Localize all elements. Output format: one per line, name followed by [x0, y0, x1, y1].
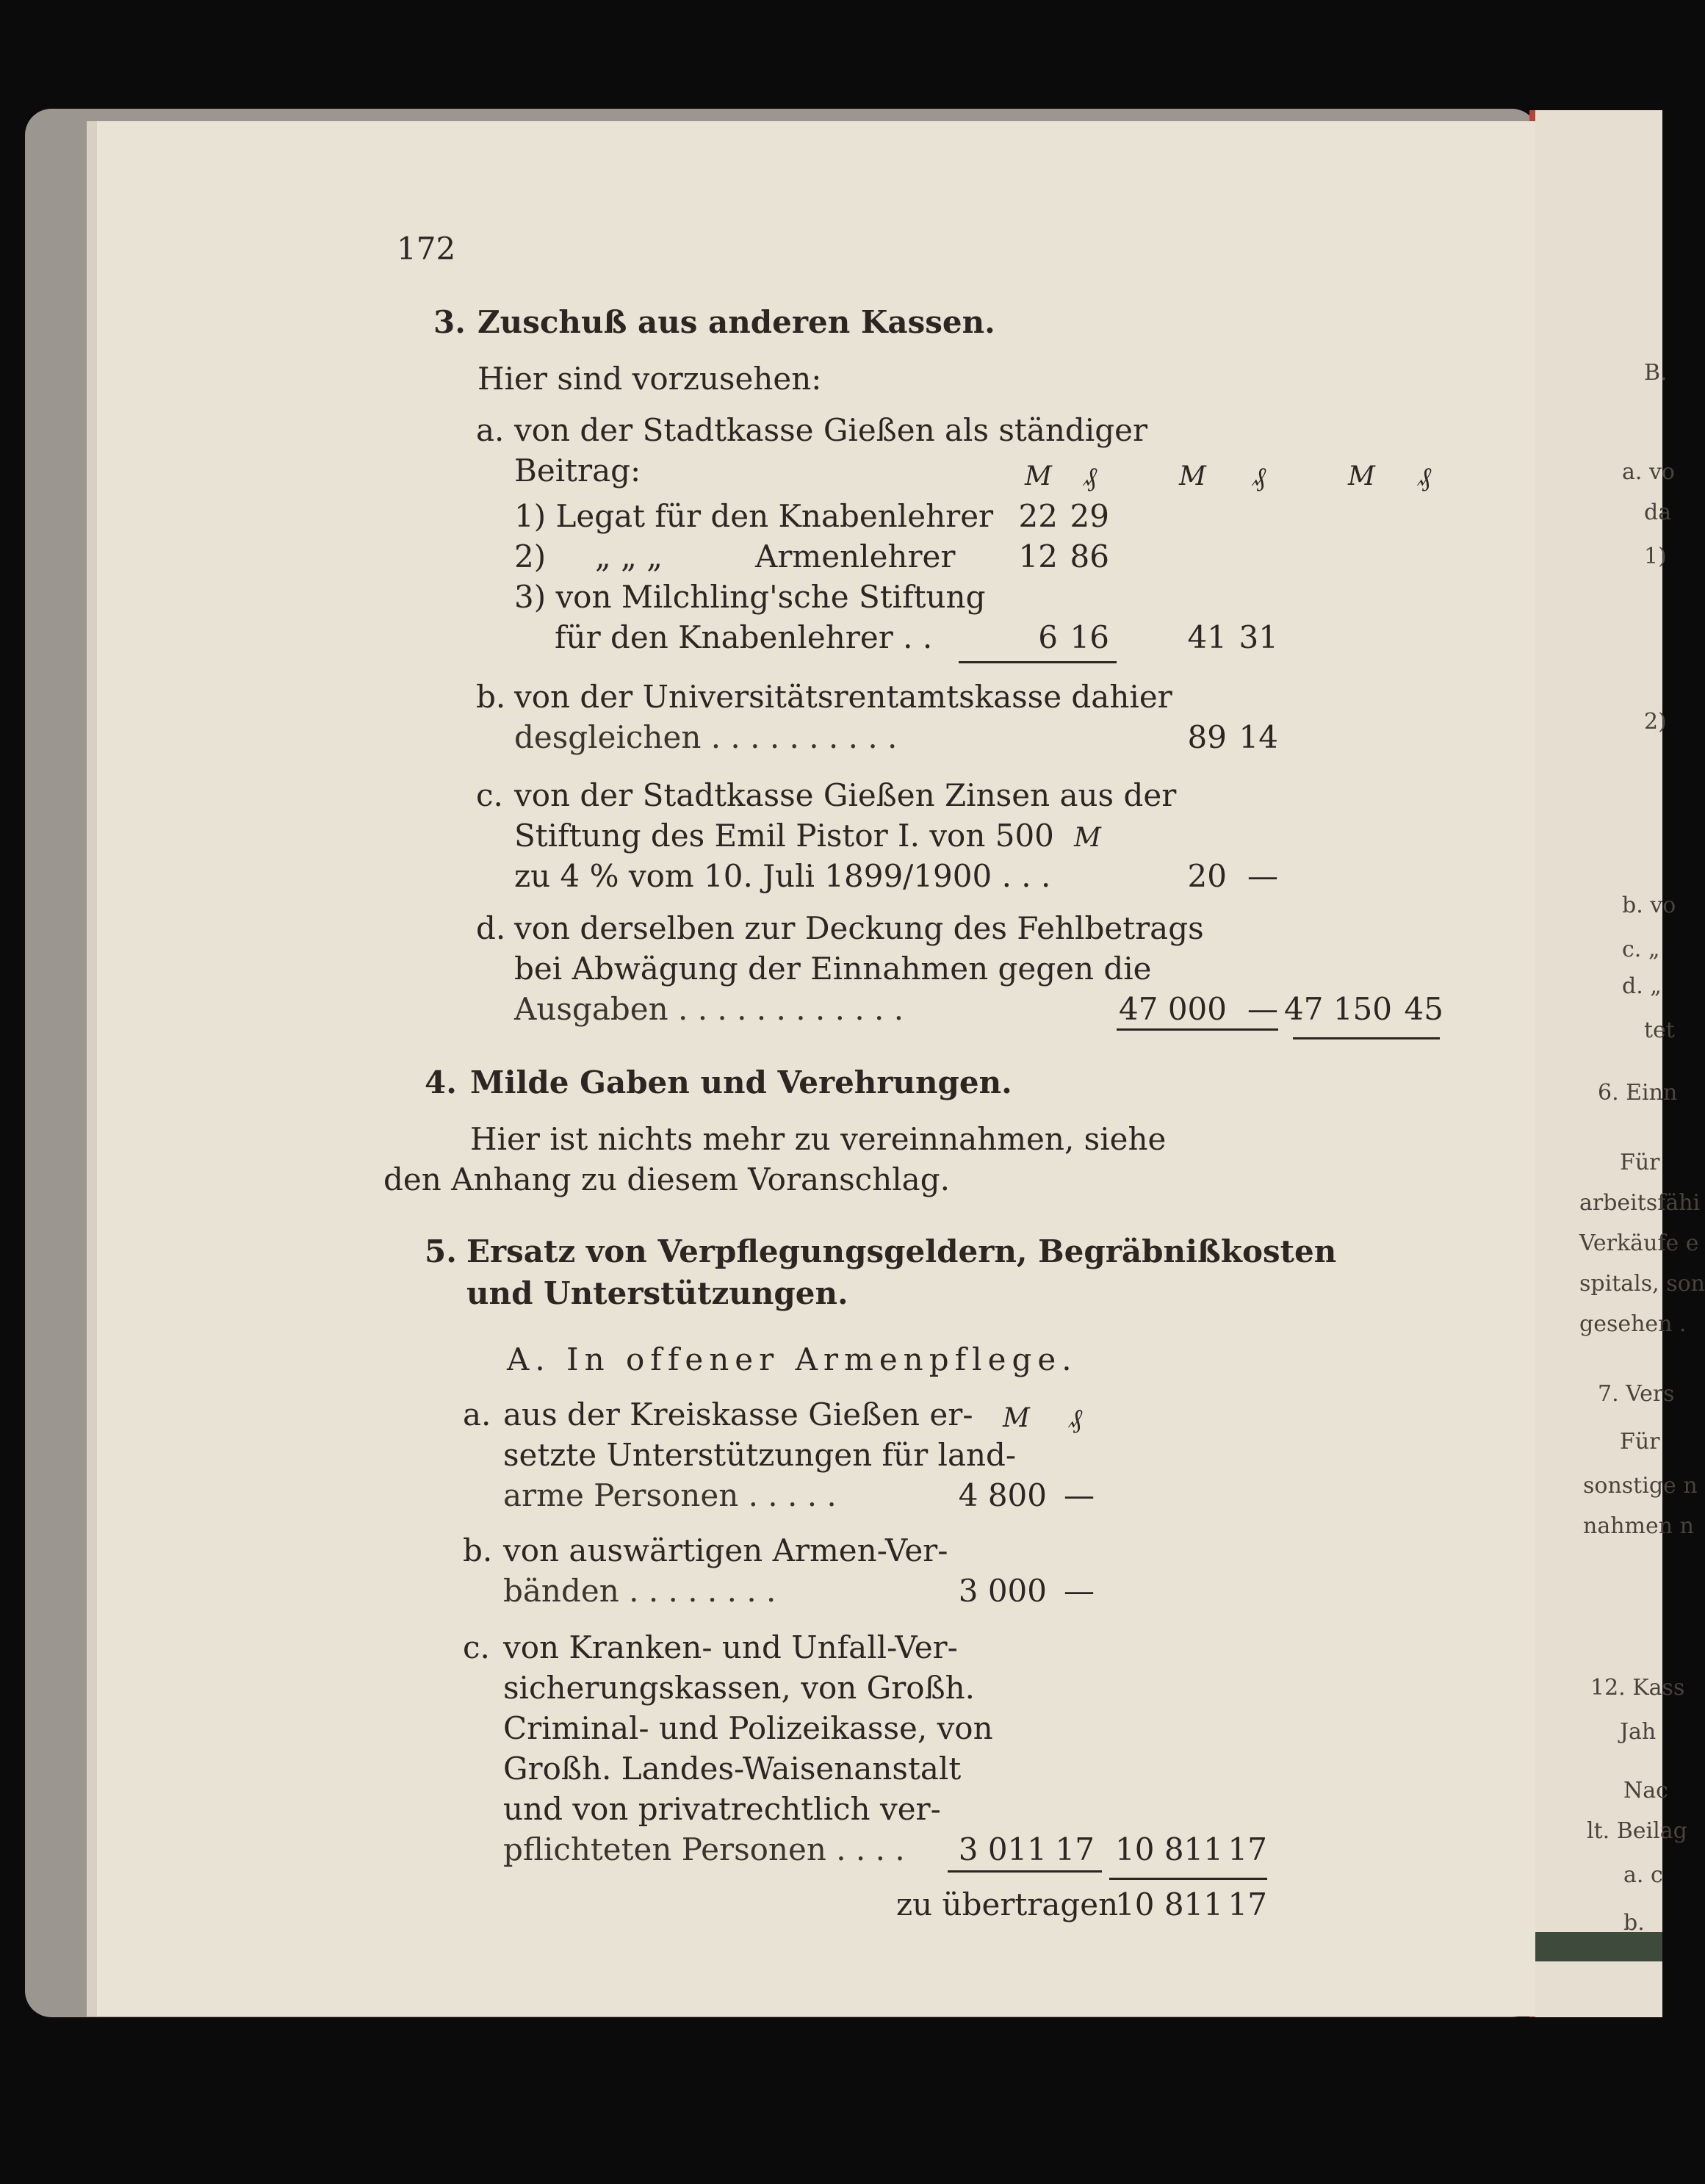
s3-d-text3: Ausgaben . . . . . . . . . . . . [514, 991, 904, 1027]
section3-number: 3. [433, 304, 466, 340]
section4-text2: den Anhang zu diesem Voranschlag. [383, 1161, 950, 1197]
adjacent-page-fragment: arbeitsfähi [1579, 1190, 1701, 1216]
adjacent-page-fragment: Für [1620, 1150, 1660, 1175]
s5-c-m: 3 011 [958, 1831, 1047, 1867]
adjacent-page-fragment: lt. Beilag [1587, 1818, 1687, 1844]
col2-mark-header: M [1179, 461, 1206, 491]
carry-m: 10 811 [1115, 1886, 1223, 1922]
s3-a-total-pf: 31 [1239, 619, 1278, 655]
col1-pf-header: ₰ [1084, 462, 1097, 492]
s3-a-text2: Beitrag: [514, 453, 641, 489]
adjacent-page-fragment: 7. Vers [1598, 1381, 1675, 1407]
s3-b-text2: desgleichen . . . . . . . . . . [514, 719, 898, 755]
s3-d-pf: — [1247, 991, 1278, 1027]
s5-sum-pf: 17 [1228, 1831, 1267, 1867]
section4-number: 4. [425, 1064, 457, 1100]
adjacent-page-fragment: b. vo [1622, 893, 1676, 918]
s3-a2-pf: 86 [1070, 538, 1109, 574]
adjacent-page-fragment: sonstige n [1583, 1473, 1698, 1499]
s5-a-label: a. [463, 1396, 491, 1432]
section4-heading: Milde Gaben und Verehrungen. [470, 1064, 1012, 1100]
s5-c-text3: Criminal- und Polizeikasse, von [503, 1710, 993, 1746]
s3-total-rule [1293, 1037, 1440, 1039]
s3-c-pf: — [1247, 858, 1278, 894]
adjacent-page-fragment: Jah [1620, 1719, 1657, 1745]
s3-d-label: d. [476, 910, 506, 946]
s5-sum-m: 10 811 [1115, 1831, 1223, 1867]
s5-a-pf: — [1064, 1477, 1095, 1513]
section5-number: 5. [425, 1233, 457, 1269]
adjacent-page-fragment: 1) [1644, 544, 1667, 569]
adjacent-page-fragment: 6. Einn [1598, 1080, 1678, 1106]
s5-b-text2: bänden . . . . . . . . [503, 1573, 776, 1609]
s5-c-text1: von Kranken- und Unfall-Ver- [503, 1629, 958, 1665]
s3-a2-num: 2) [514, 538, 547, 574]
col1-mark-header: M [1025, 461, 1052, 491]
s3-a-subtotal-rule [959, 661, 1117, 663]
s5-b-m: 3 000 [958, 1573, 1047, 1609]
adjacent-page-fragment: Für [1620, 1429, 1660, 1455]
s5-c-label: c. [463, 1629, 490, 1665]
s5-b-text1: von auswärtigen Armen-Ver- [503, 1532, 948, 1568]
s5-pf-header: ₰ [1069, 1404, 1082, 1434]
page-number: 172 [397, 231, 456, 267]
s5-b-pf: — [1064, 1573, 1095, 1609]
adjacent-page-fragment: a. c [1623, 1862, 1663, 1888]
s3-b-text1: von der Universitätsrentamtskasse dahier [514, 679, 1172, 715]
adjacent-page-fragment: Nac [1623, 1778, 1668, 1803]
s3-a2-m: 12 [1018, 538, 1058, 574]
s5-a-m: 4 800 [958, 1477, 1047, 1513]
s3-b-pf: 14 [1239, 719, 1278, 755]
adjacent-page-fragment: c. „ [1622, 937, 1660, 962]
s5-sum-rule [1109, 1878, 1267, 1880]
adjacent-page-fragment: B. [1644, 360, 1668, 386]
section3-intro: Hier sind vorzusehen: [477, 361, 822, 397]
s3-c-text3: zu 4 % vom 10. Juli 1899/1900 . . . [514, 858, 1051, 894]
s3-d-text2: bei Abwägung der Einnahmen gegen die [514, 951, 1152, 987]
s5-a-text3: arme Personen . . . . . [503, 1477, 837, 1513]
section5-sub-a: A. In offener Armenpflege. [507, 1341, 1078, 1377]
s3-c-m: 20 [1187, 858, 1227, 894]
s5-a-text2: setzte Unterstützungen für land- [503, 1437, 1017, 1473]
s5-c-text6: pflichteten Personen . . . . [503, 1831, 905, 1867]
s5-c-text4: Großh. Landes-Waisenanstalt [503, 1751, 962, 1787]
s3-b-label: b. [476, 679, 506, 715]
section5-heading1: Ersatz von Verpflegungsgeldern, Begräbnißkosten [466, 1233, 1337, 1269]
adjacent-page-fragment: Verkäufe e [1579, 1230, 1699, 1256]
s5-a-text1: aus der Kreiskasse Gießen er- [503, 1396, 973, 1432]
adjacent-page-fragment: tet [1644, 1017, 1675, 1043]
s3-a2-ditto: „ „ „ [595, 538, 663, 574]
carry-pf: 17 [1228, 1886, 1267, 1922]
s3-a3b: für den Knabenlehrer . . [555, 619, 933, 655]
s3-a-text1: von der Stadtkasse Gießen als ständiger [514, 412, 1148, 448]
adjacent-page-fragment: da [1644, 500, 1672, 525]
s3-c-mark-symbol: M [1074, 823, 1101, 853]
col3-pf-header: ₰ [1418, 462, 1431, 492]
s5-c-pf: 17 [1055, 1831, 1095, 1867]
s3-a3-m: 6 [1038, 619, 1058, 655]
carry-label: zu übertragen [896, 1886, 1119, 1922]
s3-a-total-m: 41 [1187, 619, 1227, 655]
adjacent-page-fragment: b. [1623, 1910, 1645, 1936]
s3-a-label: a. [476, 412, 505, 448]
adjacent-page-fragment: a. vo [1622, 459, 1675, 485]
s5-c-text5: und von privatrechtlich ver- [503, 1791, 941, 1827]
section4-text1: Hier ist nichts mehr zu vereinnahmen, siehe [470, 1121, 1167, 1157]
page-stack-edge [87, 121, 97, 2017]
s5-b-label: b. [463, 1532, 493, 1568]
s3-a1-pf: 29 [1070, 498, 1109, 534]
s3-a1: 1) Legat für den Knabenlehrer [514, 498, 994, 534]
adjacent-page-fragment: 12. Kass [1590, 1675, 1685, 1701]
s3-c-text2: Stiftung des Emil Pistor I. von 500 [514, 818, 1054, 854]
adjacent-page-fragment: gesehen . [1579, 1311, 1687, 1337]
adjacent-page-fragment: nahmen n [1583, 1513, 1694, 1539]
s5-mark-header: M [1003, 1403, 1030, 1433]
s5-c-text2: sicherungskassen, von Großh. [503, 1670, 976, 1706]
s3-b-m: 89 [1187, 719, 1227, 755]
s3-total-m: 47 150 [1284, 991, 1392, 1027]
s3-c-text1: von der Stadtkasse Gießen Zinsen aus der [514, 777, 1177, 813]
s3-a3a: 3) von Milchling'sche Stiftung [514, 579, 986, 615]
s3-a1-m: 22 [1018, 498, 1058, 534]
col2-pf-header: ₰ [1252, 462, 1266, 492]
adjacent-page-fragment: d. „ [1622, 973, 1662, 999]
s3-d-m: 47 000 [1119, 991, 1227, 1027]
s5-c-rule [948, 1870, 1102, 1873]
section3-heading: Zuschuß aus anderen Kassen. [477, 304, 995, 340]
s3-c-label: c. [476, 777, 503, 813]
s3-a3-pf: 16 [1070, 619, 1109, 655]
section5-heading2: und Unterstützungen. [466, 1275, 848, 1311]
s3-d-rule [1117, 1028, 1278, 1031]
adjacent-page-fragment: 2) [1644, 709, 1667, 735]
s3-total-pf: 45 [1404, 991, 1443, 1027]
adjacent-page-fragment: spitals, son [1579, 1271, 1705, 1297]
s3-a2-text: Armenlehrer [755, 538, 956, 574]
s3-d-text1: von derselben zur Deckung des Fehlbetrags [514, 910, 1204, 946]
col3-mark-header: M [1348, 461, 1375, 491]
